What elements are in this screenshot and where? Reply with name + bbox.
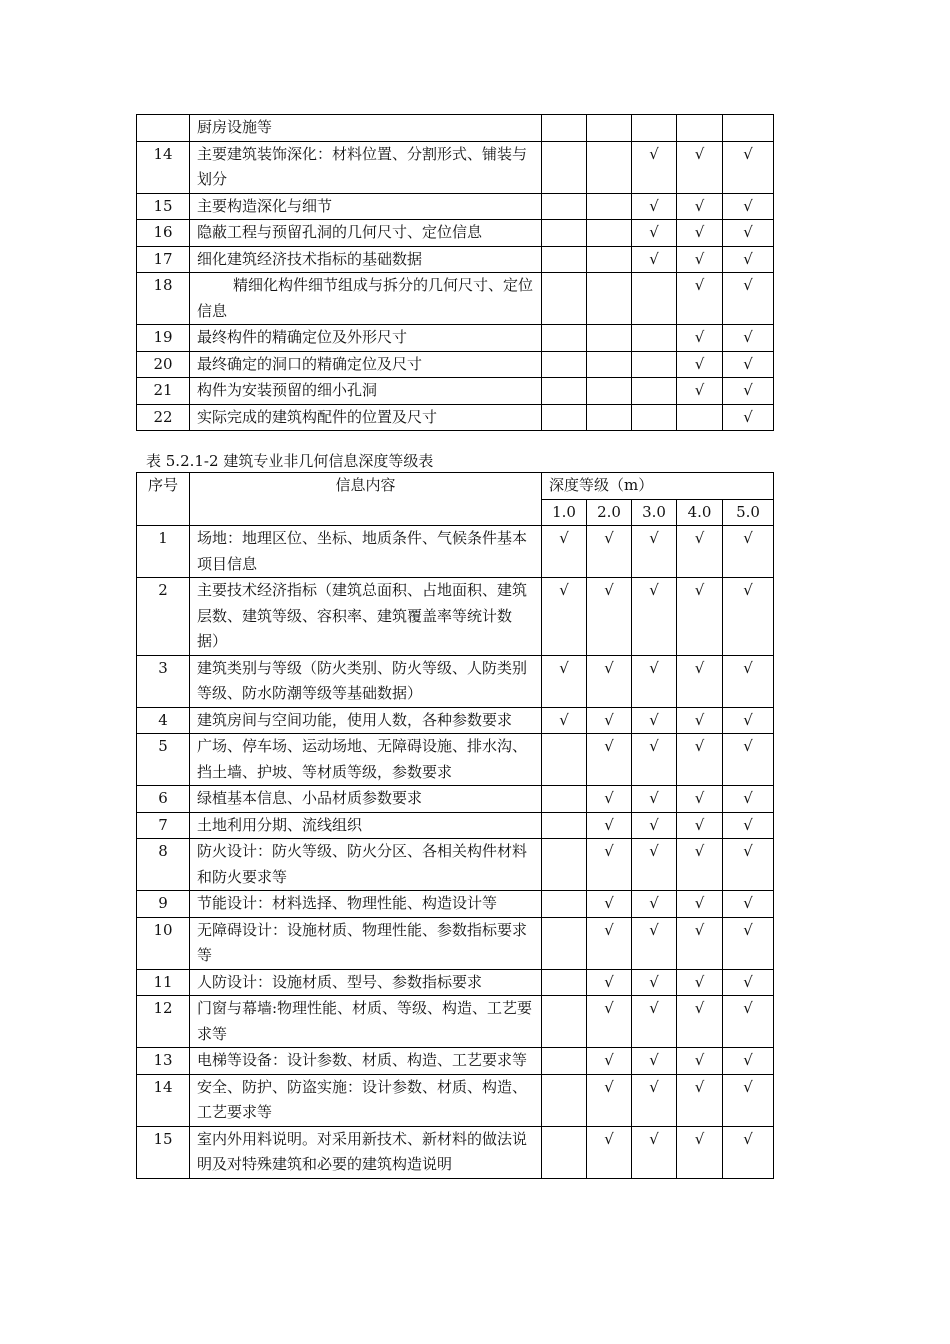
level-3-check: √ — [632, 786, 677, 813]
row-number: 7 — [137, 812, 190, 839]
level-3-check: √ — [632, 812, 677, 839]
row-number: 21 — [137, 378, 190, 405]
level-3-check: √ — [632, 707, 677, 734]
table-row — [137, 141, 774, 193]
level-4-check: √ — [677, 917, 723, 969]
row-number: 11 — [137, 969, 190, 996]
row-number: 19 — [137, 325, 190, 352]
level-1-check — [542, 273, 587, 325]
row-number: 4 — [137, 707, 190, 734]
geometric-info-table-continued — [136, 114, 774, 431]
level-1-check — [542, 917, 587, 969]
level-3-check: √ — [632, 734, 677, 786]
level-2-check: √ — [587, 734, 632, 786]
level-4-check: √ — [677, 839, 723, 891]
level-1-check: √ — [542, 707, 587, 734]
table-row — [137, 273, 774, 325]
table-row — [137, 351, 774, 378]
level-4-check: √ — [677, 655, 723, 707]
table-row — [137, 246, 774, 273]
row-number: 9 — [137, 891, 190, 918]
level-1-check — [542, 786, 587, 813]
level-5-check: √ — [723, 246, 774, 273]
level-3-check: √ — [632, 1048, 677, 1075]
level-3-check: √ — [632, 1074, 677, 1126]
level-4-check: √ — [677, 578, 723, 656]
row-number: 14 — [137, 141, 190, 193]
row-content: 隐蔽工程与预留孔洞的几何尺寸、定位信息 — [190, 220, 542, 247]
row-content: 室内外用料说明。对采用新技术、新材料的做法说明及对特殊建筑和必要的建筑构造说明 — [190, 1126, 542, 1178]
table-row — [137, 786, 774, 813]
table-row — [137, 891, 774, 918]
level-4-check: √ — [677, 812, 723, 839]
row-number: 18 — [137, 273, 190, 325]
level-5-check: √ — [723, 193, 774, 220]
level-2-check: √ — [587, 707, 632, 734]
row-number: 22 — [137, 404, 190, 431]
level-3-check — [632, 378, 677, 405]
level-1-check — [542, 996, 587, 1048]
table-row — [137, 325, 774, 352]
level-4-check: √ — [677, 193, 723, 220]
table-row — [137, 115, 774, 142]
level-2-check: √ — [587, 526, 632, 578]
level-2-check: √ — [587, 786, 632, 813]
level-4-check: √ — [677, 734, 723, 786]
table-row — [137, 655, 774, 707]
row-number: 15 — [137, 1126, 190, 1178]
level-5-check: √ — [723, 273, 774, 325]
row-content: 广场、停车场、运动场地、无障碍设施、排水沟、挡土墙、护坡、等材质等级，参数要求 — [190, 734, 542, 786]
row-number: 10 — [137, 917, 190, 969]
level-2-check: √ — [587, 839, 632, 891]
row-number: 6 — [137, 786, 190, 813]
level-4-check: √ — [677, 351, 723, 378]
table-row — [137, 1126, 774, 1178]
level-1-check: √ — [542, 655, 587, 707]
level-2-check — [587, 273, 632, 325]
table-row — [137, 220, 774, 247]
table-row — [137, 378, 774, 405]
level-4-check: √ — [677, 707, 723, 734]
level-2-check — [587, 404, 632, 431]
level-3-check: √ — [632, 578, 677, 656]
level-2-check — [587, 115, 632, 142]
level-1-check — [542, 193, 587, 220]
level-5-check: √ — [723, 220, 774, 247]
row-content: 无障碍设计：设施材质、物理性能、参数指标要求等 — [190, 917, 542, 969]
row-number: 3 — [137, 655, 190, 707]
level-2-check: √ — [587, 917, 632, 969]
row-content: 细化建筑经济技术指标的基础数据 — [190, 246, 542, 273]
row-content: 最终构件的精确定位及外形尺寸 — [190, 325, 542, 352]
level-3: 3.0 — [632, 499, 677, 526]
level-1-check — [542, 404, 587, 431]
level-5-check: √ — [723, 812, 774, 839]
row-content: 主要技术经济指标（建筑总面积、占地面积、建筑层数、建筑等级、容积率、建筑覆盖率等统计数据） — [190, 578, 542, 656]
level-1-check — [542, 220, 587, 247]
row-number: 5 — [137, 734, 190, 786]
row-content: 节能设计：材料选择、物理性能、构造设计等 — [190, 891, 542, 918]
level-1-check — [542, 246, 587, 273]
table-row — [137, 917, 774, 969]
level-5-check: √ — [723, 655, 774, 707]
level-5-check: √ — [723, 141, 774, 193]
row-content: 最终确定的洞口的精确定位及尺寸 — [190, 351, 542, 378]
level-4-check: √ — [677, 141, 723, 193]
level-1-check — [542, 891, 587, 918]
level-1-check — [542, 812, 587, 839]
level-3-check: √ — [632, 996, 677, 1048]
non-geometric-info-table — [136, 472, 774, 1179]
level-3-check: √ — [632, 246, 677, 273]
table-row — [137, 707, 774, 734]
table-row — [137, 839, 774, 891]
level-2-check — [587, 351, 632, 378]
level-3-check: √ — [632, 917, 677, 969]
level-4-check — [677, 404, 723, 431]
level-3-check: √ — [632, 220, 677, 247]
level-5-check: √ — [723, 378, 774, 405]
level-3-check: √ — [632, 891, 677, 918]
level-4-check: √ — [677, 273, 723, 325]
level-2-check: √ — [587, 578, 632, 656]
level-5-check — [723, 115, 774, 142]
table-row — [137, 996, 774, 1048]
level-5-check: √ — [723, 351, 774, 378]
row-number: 14 — [137, 1074, 190, 1126]
level-1-check — [542, 839, 587, 891]
level-2-check: √ — [587, 655, 632, 707]
level-3-check: √ — [632, 655, 677, 707]
level-1-check: √ — [542, 526, 587, 578]
row-content: 主要建筑装饰深化：材料位置、分割形式、铺装与划分 — [190, 141, 542, 193]
level-1-check — [542, 378, 587, 405]
row-content: 防火设计：防火等级、防火分区、各相关构件材料和防火要求等 — [190, 839, 542, 891]
row-number: 2 — [137, 578, 190, 656]
table-row — [137, 1074, 774, 1126]
level-5-check: √ — [723, 917, 774, 969]
row-content: 场地：地理区位、坐标、地质条件、气候条件基本项目信息 — [190, 526, 542, 578]
row-content: 建筑类别与等级（防火类别、防火等级、人防类别等级、防水防潮等级等基础数据） — [190, 655, 542, 707]
level-5-check: √ — [723, 969, 774, 996]
header-level: 深度等级（m） — [542, 473, 774, 500]
table-row — [137, 526, 774, 578]
level-2-check — [587, 325, 632, 352]
row-number: 17 — [137, 246, 190, 273]
row-content: 精细化构件细节组成与拆分的几何尺寸、定位信息 — [190, 273, 542, 325]
row-content: 主要构造深化与细节 — [190, 193, 542, 220]
table-row — [137, 969, 774, 996]
level-5-check: √ — [723, 839, 774, 891]
level-2-check — [587, 193, 632, 220]
level-1-check — [542, 1074, 587, 1126]
level-4-check: √ — [677, 325, 723, 352]
row-content: 厨房设施等 — [190, 115, 542, 142]
row-number: 20 — [137, 351, 190, 378]
level-3-check — [632, 404, 677, 431]
table-row — [137, 734, 774, 786]
level-4-check: √ — [677, 246, 723, 273]
row-number: 13 — [137, 1048, 190, 1075]
level-1-check — [542, 325, 587, 352]
level-2-check: √ — [587, 891, 632, 918]
row-content: 人防设计：设施材质、型号、参数指标要求 — [190, 969, 542, 996]
header-row — [137, 473, 774, 500]
level-3-check — [632, 273, 677, 325]
row-content: 门窗与幕墙:物理性能、材质、等级、构造、工艺要求等 — [190, 996, 542, 1048]
row-content: 土地利用分期、流线组织 — [190, 812, 542, 839]
level-1-check — [542, 969, 587, 996]
level-1-check — [542, 141, 587, 193]
row-content: 实际完成的建筑构配件的位置及尺寸 — [190, 404, 542, 431]
level-3-check: √ — [632, 193, 677, 220]
level-3-check: √ — [632, 969, 677, 996]
level-1-check — [542, 734, 587, 786]
row-number: 12 — [137, 996, 190, 1048]
level-5-check: √ — [723, 1074, 774, 1126]
row-number: 16 — [137, 220, 190, 247]
level-5-check: √ — [723, 526, 774, 578]
level-4-check: √ — [677, 1048, 723, 1075]
row-number: 8 — [137, 839, 190, 891]
level-3-check — [632, 325, 677, 352]
level-2-check: √ — [587, 969, 632, 996]
level-4-check: √ — [677, 378, 723, 405]
level-2: 2.0 — [587, 499, 632, 526]
level-5-check: √ — [723, 786, 774, 813]
level-4-check: √ — [677, 1126, 723, 1178]
row-content: 电梯等设备：设计参数、材质、构造、工艺要求等 — [190, 1048, 542, 1075]
row-number: 1 — [137, 526, 190, 578]
level-4-check: √ — [677, 891, 723, 918]
table-row — [137, 193, 774, 220]
level-2-check — [587, 141, 632, 193]
level-3-check: √ — [632, 526, 677, 578]
level-5-check: √ — [723, 404, 774, 431]
row-content: 构件为安装预留的细小孔洞 — [190, 378, 542, 405]
level-4-check: √ — [677, 996, 723, 1048]
level-4-check: √ — [677, 526, 723, 578]
level-5-check: √ — [723, 578, 774, 656]
level-5-check: √ — [723, 1048, 774, 1075]
level-2-check: √ — [587, 1048, 632, 1075]
level-5-check: √ — [723, 734, 774, 786]
level-4-check — [677, 115, 723, 142]
level-2-check: √ — [587, 1126, 632, 1178]
level-5-check: √ — [723, 891, 774, 918]
level-5-check: √ — [723, 707, 774, 734]
level-2-check: √ — [587, 1074, 632, 1126]
level-1-check — [542, 115, 587, 142]
level-3-check: √ — [632, 839, 677, 891]
level-3-check — [632, 351, 677, 378]
level-2-check — [587, 246, 632, 273]
level-1-check — [542, 1126, 587, 1178]
level-4-check: √ — [677, 969, 723, 996]
level-4-check: √ — [677, 786, 723, 813]
table-row — [137, 1048, 774, 1075]
table-caption: 表 5.2.1-2 建筑专业非几何信息深度等级表 — [146, 452, 434, 470]
table-row — [137, 404, 774, 431]
level-2-check: √ — [587, 812, 632, 839]
level-1-check: √ — [542, 578, 587, 656]
header-no: 序号 — [137, 473, 190, 526]
row-number — [137, 115, 190, 142]
row-number: 15 — [137, 193, 190, 220]
level-2-check — [587, 220, 632, 247]
table-row — [137, 578, 774, 656]
level-2-check: √ — [587, 996, 632, 1048]
level-2-check — [587, 378, 632, 405]
level-4: 4.0 — [677, 499, 723, 526]
level-5-check: √ — [723, 1126, 774, 1178]
level-3-check: √ — [632, 1126, 677, 1178]
level-3-check — [632, 115, 677, 142]
level-3-check: √ — [632, 141, 677, 193]
table-row — [137, 812, 774, 839]
level-5: 5.0 — [723, 499, 774, 526]
level-5-check: √ — [723, 996, 774, 1048]
level-1: 1.0 — [542, 499, 587, 526]
header-content: 信息内容 — [190, 473, 542, 526]
level-4-check: √ — [677, 1074, 723, 1126]
level-1-check — [542, 351, 587, 378]
row-content: 安全、防护、防盗实施：设计参数、材质、构造、工艺要求等 — [190, 1074, 542, 1126]
level-5-check: √ — [723, 325, 774, 352]
level-4-check: √ — [677, 220, 723, 247]
row-content: 绿植基本信息、小品材质参数要求 — [190, 786, 542, 813]
level-1-check — [542, 1048, 587, 1075]
row-content: 建筑房间与空间功能，使用人数，各种参数要求 — [190, 707, 542, 734]
